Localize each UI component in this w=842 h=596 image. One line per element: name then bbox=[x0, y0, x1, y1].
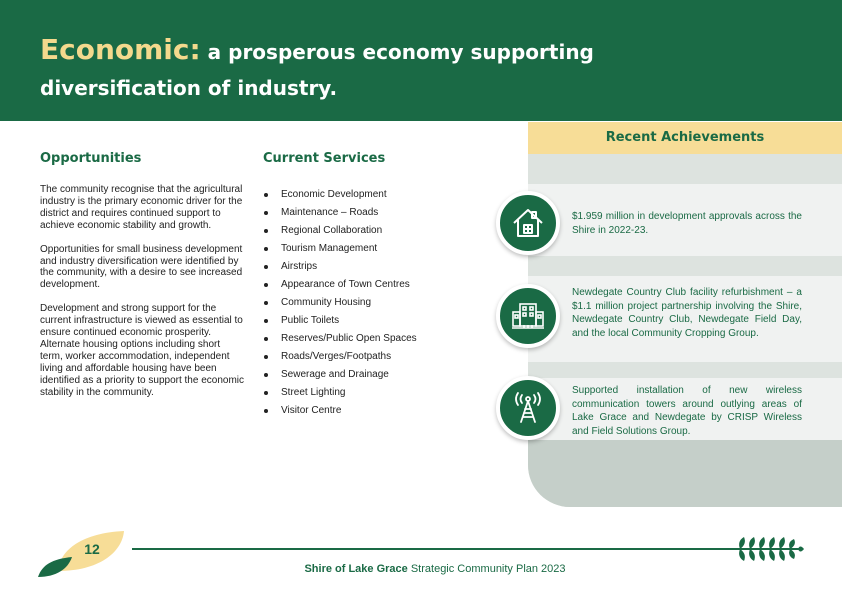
title-subtitle-line2: diversification of industry. bbox=[40, 76, 338, 100]
achievement-icon-circle bbox=[496, 191, 560, 255]
opportunities-text bbox=[40, 184, 245, 411]
list-item: Maintenance – Roads bbox=[263, 204, 417, 222]
wheat-icon bbox=[734, 536, 804, 562]
achievement-icon-circle bbox=[496, 376, 560, 440]
footer-divider bbox=[132, 548, 735, 550]
achievements-heading: Recent Achievements bbox=[528, 122, 842, 154]
title-subtitle-line1: a prosperous economy supporting bbox=[207, 40, 594, 64]
achievement-text: $1.959 million in development approvals across the Shire in 2022-23. bbox=[572, 211, 802, 236]
page-title bbox=[40, 32, 640, 106]
tower-icon bbox=[511, 391, 545, 425]
opportunities-paragraph: The community recognise that the agricultural industry is the primary economic driver for the district and requires continued support to achieve economic stability and growth. bbox=[40, 184, 243, 231]
building-icon bbox=[510, 298, 546, 334]
title-keyword: Economic: bbox=[40, 33, 201, 66]
house-icon bbox=[511, 206, 545, 240]
list-item: Appearance of Town Centres bbox=[263, 276, 417, 294]
services-heading: Current Services bbox=[263, 151, 386, 166]
list-item: Community Housing bbox=[263, 294, 417, 312]
services-list bbox=[263, 186, 417, 420]
opportunities-heading: Opportunities bbox=[40, 151, 142, 166]
shire-name: Shire of Lake Grace bbox=[304, 563, 408, 575]
list-item: Roads/Verges/Footpaths bbox=[263, 348, 417, 366]
plan-title: Strategic Community Plan 2023 bbox=[410, 563, 566, 575]
list-item: Airstrips bbox=[263, 258, 417, 276]
list-item: Economic Development bbox=[263, 186, 417, 204]
opportunities-paragraph: Opportunities for small business development and industry diversification were identified by the community, with a desire to see increased development. bbox=[40, 243, 243, 291]
opportunities-paragraph: Development and strong support for the current infrastructure is viewed as essential to ensure continued economic prosperity. Alternate housing options including short term, worker accommodation, independent living and affordable housing have been identified as a priority to support the economic stability in the community. bbox=[40, 303, 244, 398]
page-number: 12 bbox=[84, 541, 100, 557]
list-item: Visitor Centre bbox=[263, 402, 417, 420]
list-item: Public Toilets bbox=[263, 312, 417, 330]
list-item: Regional Collaboration bbox=[263, 222, 417, 240]
list-item: Street Lighting bbox=[263, 384, 417, 402]
list-item: Tourism Management bbox=[263, 240, 417, 258]
list-item: Reserves/Public Open Spaces bbox=[263, 330, 417, 348]
header-band bbox=[0, 0, 842, 121]
panel-lower-band bbox=[528, 440, 842, 507]
achievement-text: Newdegate Country Club facility refurbishment – a $1.1 million project partnership involving the Shire, Newdegate Country Club, Newdegate Field Day, and the local Community Cropping Group. bbox=[572, 287, 802, 339]
footer-caption bbox=[200, 563, 670, 575]
achievement-text: Supported installation of new wireless communication towers around outlying areas of Lake Grace and Newdegate by CRISP Wireless and Field Solutions Group. bbox=[572, 385, 802, 437]
achievement-icon-circle bbox=[496, 284, 560, 348]
list-item: Sewerage and Drainage bbox=[263, 366, 417, 384]
